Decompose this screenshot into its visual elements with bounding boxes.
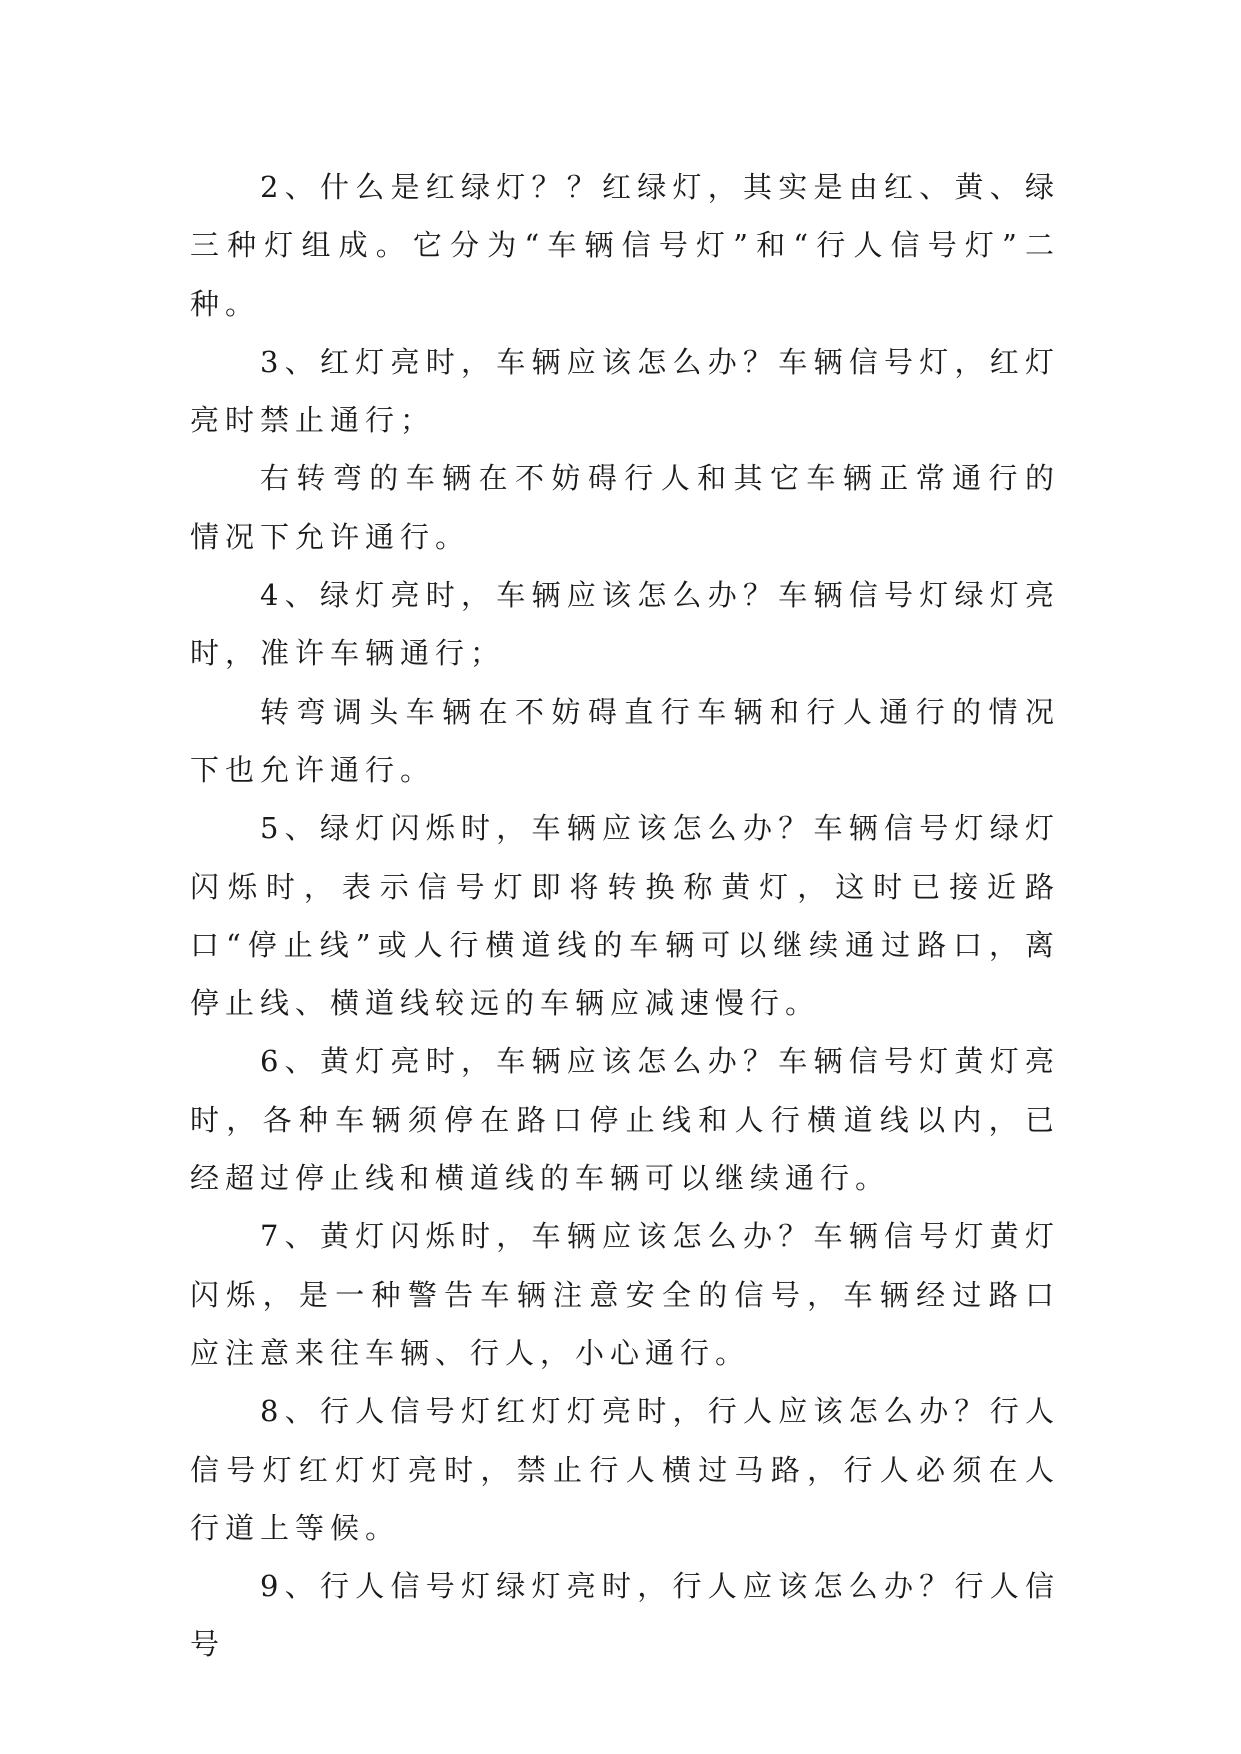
paragraph-q8: 8、行人信号灯红灯灯亮时，行人应该怎么办？行人信号灯红灯灯亮时，禁止行人横过马路，行人必须在人行道上等候。 [190,1394,1060,1545]
paragraph-q9: 9、行人信号灯绿灯亮时，行人应该怎么办？行人信号 [190,1569,1060,1662]
document-page [190,158,1060,1674]
paragraph-q4-continued: 转弯调头车辆在不妨碍直行车辆和行人通行的情况下也允许通行。 [190,694,1060,787]
paragraph-q3-continued: 右转弯的车辆在不妨碍行人和其它车辆正常通行的情况下允许通行。 [190,461,1060,554]
paragraph-q4: 4、绿灯亮时，车辆应该怎么办？车辆信号灯绿灯亮时，准许车辆通行； [190,578,1060,671]
paragraph-q7: 7、黄灯闪烁时，车辆应该怎么办？车辆信号灯黄灯闪烁，是一种警告车辆注意安全的信号，车辆经过路口应注意来往车辆、行人，小心通行。 [190,1219,1060,1370]
paragraph-q2: 2、什么是红绿灯？？红绿灯，其实是由红、黄、绿三种灯组成。它分为“车辆信号灯”和“行人信号灯”二种。 [190,170,1060,321]
paragraph-q6: 6、黄灯亮时，车辆应该怎么办？车辆信号灯黄灯亮时，各种车辆须停在路口停止线和人行横道线以内，已经超过停止线和横道线的车辆可以继续通行。 [190,1044,1060,1196]
paragraph-q5: 5、绿灯闪烁时，车辆应该怎么办？车辆信号灯绿灯闪烁时，表示信号灯即将转换称黄灯，这时已接近路口“停止线”或人行横道线的车辆可以继续通过路口，离停止线、横道线较远的车辆应减速慢行。 [190,811,1060,1021]
paragraph-q3: 3、红灯亮时，车辆应该怎么办？车辆信号灯，红灯亮时禁止通行； [190,344,1060,438]
